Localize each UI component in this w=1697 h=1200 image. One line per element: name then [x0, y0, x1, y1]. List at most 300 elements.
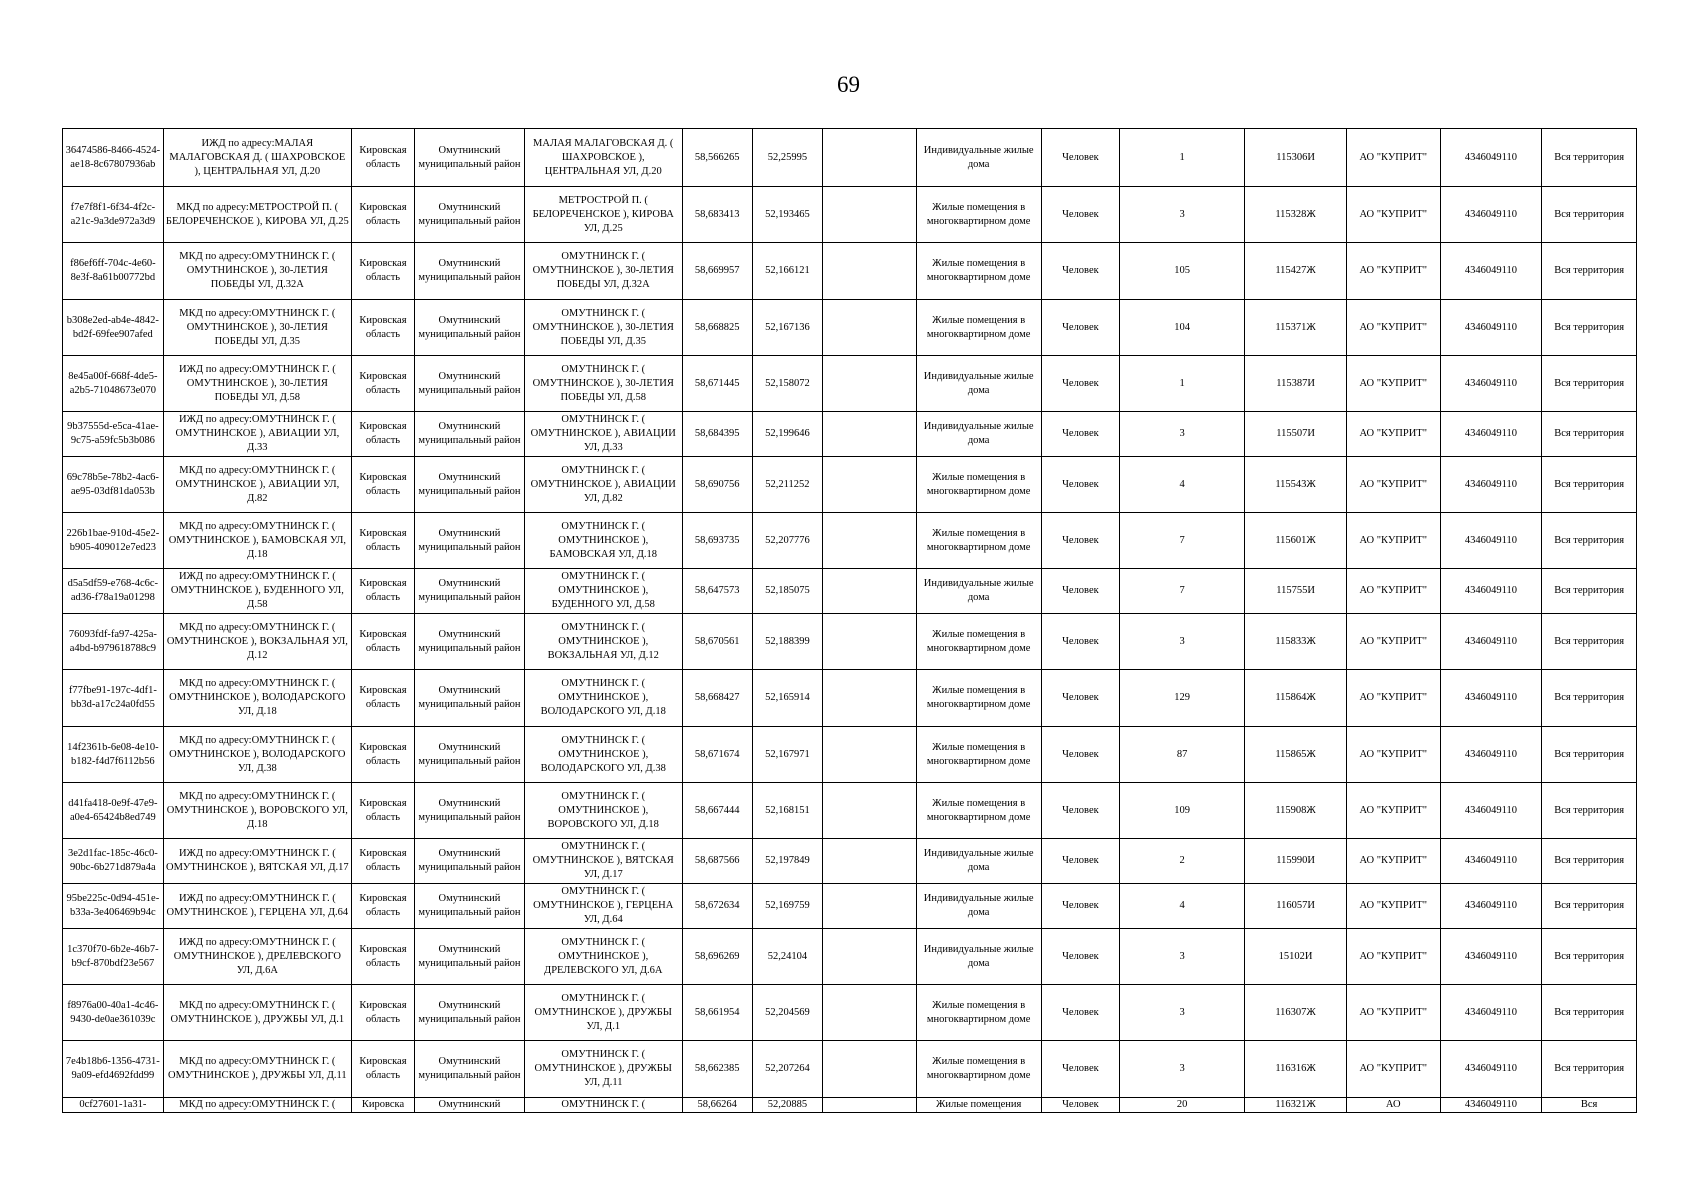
cell-inn: 4346049110 [1440, 783, 1542, 839]
cell-district: Омутнинский муниципальный район [415, 985, 525, 1041]
cell-id: d41fa418-0e9f-47e9-a0e4-65424b8ed749 [63, 783, 164, 839]
cell-region: Кировская область [351, 929, 414, 985]
cell-district: Омутнинский муниципальный район [415, 513, 525, 569]
cell-name: МКД по адресу:ОМУТНИНСК Г. ( ОМУТНИНСКОЕ ), АВИАЦИИ УЛ, Д.82 [163, 457, 351, 513]
cell-district: Омутнинский муниципальный район [415, 187, 525, 243]
cell-name: МКД по адресу:ОМУТНИНСК Г. ( [163, 1098, 351, 1113]
cell-count: 104 [1120, 300, 1245, 356]
cell-inn: 4346049110 [1440, 243, 1542, 300]
cell-lat: 58,687566 [682, 839, 752, 884]
cell-name: ИЖД по адресу:ОМУТНИНСК Г. ( ОМУТНИНСКОЕ ), БУДЕННОГО УЛ, Д.58 [163, 569, 351, 614]
cell-inn: 4346049110 [1440, 300, 1542, 356]
cell-territory: Вся территория [1542, 1041, 1637, 1098]
cell-name: МКД по адресу:ОМУТНИНСК Г. ( ОМУТНИНСКОЕ ), 30-ЛЕТИЯ ПОБЕДЫ УЛ, Д.32А [163, 243, 351, 300]
cell-unit: Человек [1041, 457, 1119, 513]
cell-code: 115755И [1245, 569, 1347, 614]
cell-region: Кировская область [351, 839, 414, 884]
cell-id: f8976a00-40a1-4c46-9430-de0ae361039c [63, 985, 164, 1041]
cell-region: Кировская область [351, 569, 414, 614]
table-row [63, 187, 1637, 243]
cell-lat: 58,662385 [682, 1041, 752, 1098]
cell-empty [823, 839, 917, 884]
cell-name: МКД по адресу:ОМУТНИНСК Г. ( ОМУТНИНСКОЕ ), ВОКЗАЛЬНАЯ УЛ, Д.12 [163, 614, 351, 670]
cell-district: Омутнинский муниципальный район [415, 614, 525, 670]
cell-code: 115427Ж [1245, 243, 1347, 300]
cell-territory: Вся территория [1542, 929, 1637, 985]
cell-type: Жилые помещения [916, 1098, 1041, 1113]
cell-id: f7e7f8f1-6f34-4f2c-a21c-9a3de972a3d9 [63, 187, 164, 243]
cell-district: Омутнинский муниципальный район [415, 1041, 525, 1098]
cell-inn: 4346049110 [1440, 670, 1542, 727]
cell-empty [823, 727, 917, 783]
cell-lat: 58,66264 [682, 1098, 752, 1113]
cell-address: ОМУТНИНСК Г. ( ОМУТНИНСКОЕ ), АВИАЦИИ УЛ, Д.33 [524, 412, 682, 457]
cell-org: АО "КУПРИТ" [1346, 1041, 1440, 1098]
cell-district: Омутнинский муниципальный район [415, 243, 525, 300]
cell-district: Омутнинский муниципальный район [415, 356, 525, 412]
cell-empty [823, 129, 917, 187]
cell-lon: 52,199646 [752, 412, 822, 457]
cell-district: Омутнинский муниципальный район [415, 412, 525, 457]
cell-type: Жилые помещения в многоквартирном доме [916, 727, 1041, 783]
cell-code: 115507И [1245, 412, 1347, 457]
cell-region: Кировская область [351, 457, 414, 513]
cell-type: Индивидуальные жилые дома [916, 839, 1041, 884]
table-row [63, 670, 1637, 727]
cell-region: Кировская область [351, 727, 414, 783]
cell-district: Омутнинский муниципальный район [415, 129, 525, 187]
cell-region: Кировская область [351, 670, 414, 727]
cell-id: 226b1bae-910d-45e2-b905-409012e7ed23 [63, 513, 164, 569]
cell-address: ОМУТНИНСК Г. ( ОМУТНИНСКОЕ ), БУДЕННОГО УЛ, Д.58 [524, 569, 682, 614]
cell-type: Жилые помещения в многоквартирном доме [916, 243, 1041, 300]
cell-territory: Вся территория [1542, 243, 1637, 300]
cell-lat: 58,672634 [682, 884, 752, 929]
cell-lat: 58,696269 [682, 929, 752, 985]
cell-name: ИЖД по адресу:ОМУТНИНСК Г. ( ОМУТНИНСКОЕ ), ГЕРЦЕНА УЛ, Д.64 [163, 884, 351, 929]
cell-lat: 58,668825 [682, 300, 752, 356]
table-row [63, 1098, 1637, 1113]
cell-code: 116057И [1245, 884, 1347, 929]
cell-address: ОМУТНИНСК Г. ( ОМУТНИНСКОЕ ), ВОКЗАЛЬНАЯ УЛ, Д.12 [524, 614, 682, 670]
cell-region: Кировская область [351, 985, 414, 1041]
cell-lat: 58,684395 [682, 412, 752, 457]
cell-code: 115371Ж [1245, 300, 1347, 356]
cell-inn: 4346049110 [1440, 412, 1542, 457]
cell-count: 7 [1120, 513, 1245, 569]
cell-address: ОМУТНИНСК Г. ( ОМУТНИНСКОЕ ), ГЕРЦЕНА УЛ, Д.64 [524, 884, 682, 929]
cell-code: 15102И [1245, 929, 1347, 985]
cell-lat: 58,566265 [682, 129, 752, 187]
cell-type: Жилые помещения в многоквартирном доме [916, 985, 1041, 1041]
cell-empty [823, 1041, 917, 1098]
cell-name: ИЖД по адресу:ОМУТНИНСК Г. ( ОМУТНИНСКОЕ ), ВЯТСКАЯ УЛ, Д.17 [163, 839, 351, 884]
cell-count: 1 [1120, 129, 1245, 187]
cell-org: АО "КУПРИТ" [1346, 985, 1440, 1041]
cell-empty [823, 243, 917, 300]
cell-empty [823, 356, 917, 412]
cell-territory: Вся территория [1542, 356, 1637, 412]
cell-unit: Человек [1041, 614, 1119, 670]
cell-address: ОМУТНИНСК Г. ( ОМУТНИНСКОЕ ), ВОРОВСКОГО УЛ, Д.18 [524, 783, 682, 839]
cell-inn: 4346049110 [1440, 1098, 1542, 1113]
cell-empty [823, 1098, 917, 1113]
cell-empty [823, 783, 917, 839]
cell-empty [823, 929, 917, 985]
cell-org: АО "КУПРИТ" [1346, 884, 1440, 929]
cell-org: АО "КУПРИТ" [1346, 187, 1440, 243]
cell-address: ОМУТНИНСК Г. ( ОМУТНИНСКОЕ ), ДРУЖБЫ УЛ, Д.1 [524, 985, 682, 1041]
cell-address: ОМУТНИНСК Г. ( ОМУТНИНСКОЕ ), ВОЛОДАРСКОГО УЛ, Д.18 [524, 670, 682, 727]
cell-name: ИЖД по адресу:ОМУТНИНСК Г. ( ОМУТНИНСКОЕ ), 30-ЛЕТИЯ ПОБЕДЫ УЛ, Д.58 [163, 356, 351, 412]
cell-type: Индивидуальные жилые дома [916, 356, 1041, 412]
cell-region: Кировска [351, 1098, 414, 1113]
cell-type: Жилые помещения в многоквартирном доме [916, 457, 1041, 513]
cell-count: 2 [1120, 839, 1245, 884]
cell-lon: 52,25995 [752, 129, 822, 187]
page-number: 69 [837, 72, 860, 97]
cell-address: МЕТРОСТРОЙ П. ( БЕЛОРЕЧЕНСКОЕ ), КИРОВА УЛ, Д.25 [524, 187, 682, 243]
cell-code: 115833Ж [1245, 614, 1347, 670]
cell-lat: 58,647573 [682, 569, 752, 614]
registry-table [62, 128, 1637, 1113]
cell-territory: Вся территория [1542, 187, 1637, 243]
cell-unit: Человек [1041, 884, 1119, 929]
cell-id: d5a5df59-e768-4c6c-ad36-f78a19a01298 [63, 569, 164, 614]
cell-id: 0cf27601-1a31- [63, 1098, 164, 1113]
cell-empty [823, 670, 917, 727]
cell-name: ИЖД по адресу:МАЛАЯ МАЛАГОВСКАЯ Д. ( ШАХРОВСКОЕ ), ЦЕНТРАЛЬНАЯ УЛ, Д.20 [163, 129, 351, 187]
cell-count: 3 [1120, 985, 1245, 1041]
cell-territory: Вся территория [1542, 783, 1637, 839]
cell-code: 115306И [1245, 129, 1347, 187]
cell-type: Индивидуальные жилые дома [916, 569, 1041, 614]
cell-region: Кировская область [351, 187, 414, 243]
cell-name: МКД по адресу:МЕТРОСТРОЙ П. ( БЕЛОРЕЧЕНСКОЕ ), КИРОВА УЛ, Д.25 [163, 187, 351, 243]
cell-org: АО "КУПРИТ" [1346, 670, 1440, 727]
cell-name: МКД по адресу:ОМУТНИНСК Г. ( ОМУТНИНСКОЕ ), ВОРОВСКОГО УЛ, Д.18 [163, 783, 351, 839]
cell-lat: 58,671445 [682, 356, 752, 412]
cell-unit: Человек [1041, 1098, 1119, 1113]
cell-territory: Вся [1542, 1098, 1637, 1113]
cell-lat: 58,670561 [682, 614, 752, 670]
table-row [63, 614, 1637, 670]
cell-id: 3e2d1fac-185c-46c0-90bc-6b271d879a4a [63, 839, 164, 884]
cell-district: Омутнинский муниципальный район [415, 929, 525, 985]
table-row [63, 783, 1637, 839]
cell-empty [823, 614, 917, 670]
cell-district: Омутнинский муниципальный район [415, 457, 525, 513]
cell-inn: 4346049110 [1440, 129, 1542, 187]
cell-count: 129 [1120, 670, 1245, 727]
cell-name: МКД по адресу:ОМУТНИНСК Г. ( ОМУТНИНСКОЕ ), ДРУЖБЫ УЛ, Д.1 [163, 985, 351, 1041]
cell-lon: 52,169759 [752, 884, 822, 929]
cell-address: МАЛАЯ МАЛАГОВСКАЯ Д. ( ШАХРОВСКОЕ ), ЦЕНТРАЛЬНАЯ УЛ, Д.20 [524, 129, 682, 187]
cell-org: АО "КУПРИТ" [1346, 727, 1440, 783]
cell-count: 1 [1120, 356, 1245, 412]
cell-region: Кировская область [351, 300, 414, 356]
cell-org: АО "КУПРИТ" [1346, 513, 1440, 569]
cell-lon: 52,211252 [752, 457, 822, 513]
cell-district: Омутнинский [415, 1098, 525, 1113]
cell-lon: 52,207776 [752, 513, 822, 569]
cell-inn: 4346049110 [1440, 187, 1542, 243]
cell-count: 4 [1120, 884, 1245, 929]
cell-territory: Вся территория [1542, 412, 1637, 457]
cell-territory: Вся территория [1542, 670, 1637, 727]
cell-district: Омутнинский муниципальный район [415, 300, 525, 356]
cell-code: 115328Ж [1245, 187, 1347, 243]
table-row [63, 412, 1637, 457]
cell-empty [823, 457, 917, 513]
cell-lat: 58,667444 [682, 783, 752, 839]
cell-inn: 4346049110 [1440, 839, 1542, 884]
cell-org: АО "КУПРИТ" [1346, 412, 1440, 457]
cell-inn: 4346049110 [1440, 356, 1542, 412]
cell-region: Кировская область [351, 513, 414, 569]
cell-territory: Вся территория [1542, 457, 1637, 513]
cell-unit: Человек [1041, 129, 1119, 187]
cell-district: Омутнинский муниципальный район [415, 884, 525, 929]
cell-territory: Вся территория [1542, 727, 1637, 783]
cell-address: ОМУТНИНСК Г. ( ОМУТНИНСКОЕ ), 30-ЛЕТИЯ ПОБЕДЫ УЛ, Д.58 [524, 356, 682, 412]
cell-id: 69c78b5e-78b2-4ac6-ae95-03df81da053b [63, 457, 164, 513]
cell-lon: 52,207264 [752, 1041, 822, 1098]
cell-address: ОМУТНИНСК Г. ( [524, 1098, 682, 1113]
table-row [63, 884, 1637, 929]
cell-unit: Человек [1041, 412, 1119, 457]
cell-region: Кировская область [351, 356, 414, 412]
cell-count: 3 [1120, 1041, 1245, 1098]
cell-org: АО "КУПРИТ" [1346, 356, 1440, 412]
cell-unit: Человек [1041, 783, 1119, 839]
cell-lat: 58,671674 [682, 727, 752, 783]
cell-territory: Вся территория [1542, 985, 1637, 1041]
cell-type: Индивидуальные жилые дома [916, 884, 1041, 929]
cell-name: ИЖД по адресу:ОМУТНИНСК Г. ( ОМУТНИНСКОЕ ), АВИАЦИИ УЛ, Д.33 [163, 412, 351, 457]
cell-address: ОМУТНИНСК Г. ( ОМУТНИНСКОЕ ), ДРУЖБЫ УЛ, Д.11 [524, 1041, 682, 1098]
cell-lon: 52,188399 [752, 614, 822, 670]
cell-type: Жилые помещения в многоквартирном доме [916, 513, 1041, 569]
cell-lon: 52,166121 [752, 243, 822, 300]
cell-org: АО "КУПРИТ" [1346, 129, 1440, 187]
cell-org: АО "КУПРИТ" [1346, 457, 1440, 513]
cell-org: АО "КУПРИТ" [1346, 929, 1440, 985]
cell-org: АО "КУПРИТ" [1346, 300, 1440, 356]
cell-type: Жилые помещения в многоквартирном доме [916, 783, 1041, 839]
cell-type: Жилые помещения в многоквартирном доме [916, 670, 1041, 727]
cell-address: ОМУТНИНСК Г. ( ОМУТНИНСКОЕ ), БАМОВСКАЯ УЛ, Д.18 [524, 513, 682, 569]
cell-id: f86ef6ff-704c-4e60-8e3f-8a61b00772bd [63, 243, 164, 300]
cell-type: Индивидуальные жилые дома [916, 412, 1041, 457]
cell-lon: 52,167971 [752, 727, 822, 783]
cell-type: Жилые помещения в многоквартирном доме [916, 187, 1041, 243]
table-row [63, 129, 1637, 187]
cell-code: 115543Ж [1245, 457, 1347, 513]
cell-region: Кировская область [351, 783, 414, 839]
cell-name: МКД по адресу:ОМУТНИНСК Г. ( ОМУТНИНСКОЕ ), ВОЛОДАРСКОГО УЛ, Д.18 [163, 670, 351, 727]
cell-empty [823, 187, 917, 243]
table-row [63, 356, 1637, 412]
cell-inn: 4346049110 [1440, 457, 1542, 513]
table-row [63, 985, 1637, 1041]
cell-name: ИЖД по адресу:ОМУТНИНСК Г. ( ОМУТНИНСКОЕ ), ДРЕЛЕВСКОГО УЛ, Д.6А [163, 929, 351, 985]
cell-unit: Человек [1041, 1041, 1119, 1098]
cell-org: АО "КУПРИТ" [1346, 243, 1440, 300]
cell-district: Омутнинский муниципальный район [415, 839, 525, 884]
cell-id: 1c370f70-6b2e-46b7-b9cf-870bdf23e567 [63, 929, 164, 985]
cell-code: 115908Ж [1245, 783, 1347, 839]
cell-region: Кировская область [351, 884, 414, 929]
table-row [63, 513, 1637, 569]
cell-unit: Человек [1041, 727, 1119, 783]
cell-territory: Вся территория [1542, 839, 1637, 884]
cell-count: 3 [1120, 412, 1245, 457]
cell-territory: Вся территория [1542, 614, 1637, 670]
cell-id: 14f2361b-6e08-4e10-b182-f4d7f6112b56 [63, 727, 164, 783]
cell-empty [823, 884, 917, 929]
cell-address: ОМУТНИНСК Г. ( ОМУТНИНСКОЕ ), ВОЛОДАРСКОГО УЛ, Д.38 [524, 727, 682, 783]
cell-id: 36474586-8466-4524-ae18-8c67807936ab [63, 129, 164, 187]
table-row [63, 569, 1637, 614]
cell-region: Кировская область [351, 614, 414, 670]
cell-name: МКД по адресу:ОМУТНИНСК Г. ( ОМУТНИНСКОЕ ), 30-ЛЕТИЯ ПОБЕДЫ УЛ, Д.35 [163, 300, 351, 356]
cell-id: 8e45a00f-668f-4de5-a2b5-71048673e070 [63, 356, 164, 412]
cell-lon: 52,193465 [752, 187, 822, 243]
cell-district: Омутнинский муниципальный район [415, 783, 525, 839]
cell-id: f77fbe91-197c-4df1-bb3d-a17c24a0fd55 [63, 670, 164, 727]
cell-count: 3 [1120, 929, 1245, 985]
cell-org: АО [1346, 1098, 1440, 1113]
cell-address: ОМУТНИНСК Г. ( ОМУТНИНСКОЕ ), ВЯТСКАЯ УЛ, Д.17 [524, 839, 682, 884]
cell-lon: 52,185075 [752, 569, 822, 614]
cell-type: Жилые помещения в многоквартирном доме [916, 300, 1041, 356]
cell-address: ОМУТНИНСК Г. ( ОМУТНИНСКОЕ ), 30-ЛЕТИЯ ПОБЕДЫ УЛ, Д.32А [524, 243, 682, 300]
cell-code: 115864Ж [1245, 670, 1347, 727]
cell-type: Индивидуальные жилые дома [916, 929, 1041, 985]
cell-count: 109 [1120, 783, 1245, 839]
cell-unit: Человек [1041, 300, 1119, 356]
cell-lon: 52,24104 [752, 929, 822, 985]
cell-region: Кировская область [351, 243, 414, 300]
cell-inn: 4346049110 [1440, 513, 1542, 569]
cell-lon: 52,165914 [752, 670, 822, 727]
table-row [63, 300, 1637, 356]
cell-count: 7 [1120, 569, 1245, 614]
cell-id: 7e4b18b6-1356-4731-9a09-efd4692fdd99 [63, 1041, 164, 1098]
cell-address: ОМУТНИНСК Г. ( ОМУТНИНСКОЕ ), 30-ЛЕТИЯ ПОБЕДЫ УЛ, Д.35 [524, 300, 682, 356]
cell-empty [823, 569, 917, 614]
cell-inn: 4346049110 [1440, 929, 1542, 985]
cell-unit: Человек [1041, 985, 1119, 1041]
cell-lon: 52,197849 [752, 839, 822, 884]
cell-code: 115990И [1245, 839, 1347, 884]
cell-address: ОМУТНИНСК Г. ( ОМУТНИНСКОЕ ), АВИАЦИИ УЛ, Д.82 [524, 457, 682, 513]
cell-empty [823, 513, 917, 569]
cell-territory: Вся территория [1542, 129, 1637, 187]
cell-id: 95be225c-0d94-451e-b33a-3e406469b94c [63, 884, 164, 929]
cell-type: Жилые помещения в многоквартирном доме [916, 1041, 1041, 1098]
cell-id: 76093fdf-fa97-425a-a4bd-b979618788c9 [63, 614, 164, 670]
cell-lat: 58,683413 [682, 187, 752, 243]
table-row [63, 929, 1637, 985]
cell-name: МКД по адресу:ОМУТНИНСК Г. ( ОМУТНИНСКОЕ ), БАМОВСКАЯ УЛ, Д.18 [163, 513, 351, 569]
cell-id: b308e2ed-ab4e-4842-bd2f-69fee907afed [63, 300, 164, 356]
table-row [63, 1041, 1637, 1098]
cell-lon: 52,158072 [752, 356, 822, 412]
cell-lon: 52,20885 [752, 1098, 822, 1113]
cell-region: Кировская область [351, 412, 414, 457]
cell-unit: Человек [1041, 513, 1119, 569]
cell-empty [823, 412, 917, 457]
cell-region: Кировская область [351, 129, 414, 187]
cell-lat: 58,661954 [682, 985, 752, 1041]
cell-lat: 58,690756 [682, 457, 752, 513]
table-row [63, 839, 1637, 884]
cell-org: АО "КУПРИТ" [1346, 839, 1440, 884]
cell-count: 4 [1120, 457, 1245, 513]
cell-territory: Вся территория [1542, 513, 1637, 569]
cell-type: Жилые помещения в многоквартирном доме [916, 614, 1041, 670]
cell-count: 87 [1120, 727, 1245, 783]
cell-code: 116321Ж [1245, 1098, 1347, 1113]
cell-lon: 52,204569 [752, 985, 822, 1041]
cell-org: АО "КУПРИТ" [1346, 569, 1440, 614]
table-row [63, 457, 1637, 513]
cell-territory: Вся территория [1542, 569, 1637, 614]
cell-name: МКД по адресу:ОМУТНИНСК Г. ( ОМУТНИНСКОЕ ), ДРУЖБЫ УЛ, Д.11 [163, 1041, 351, 1098]
cell-district: Омутнинский муниципальный район [415, 670, 525, 727]
cell-inn: 4346049110 [1440, 614, 1542, 670]
cell-inn: 4346049110 [1440, 569, 1542, 614]
cell-territory: Вся территория [1542, 884, 1637, 929]
cell-code: 115387И [1245, 356, 1347, 412]
cell-district: Омутнинский муниципальный район [415, 569, 525, 614]
cell-address: ОМУТНИНСК Г. ( ОМУТНИНСКОЕ ), ДРЕЛЕВСКОГО УЛ, Д.6А [524, 929, 682, 985]
cell-org: АО "КУПРИТ" [1346, 614, 1440, 670]
cell-count: 3 [1120, 614, 1245, 670]
cell-count: 105 [1120, 243, 1245, 300]
cell-type: Индивидуальные жилые дома [916, 129, 1041, 187]
cell-lon: 52,168151 [752, 783, 822, 839]
cell-unit: Человек [1041, 243, 1119, 300]
cell-lon: 52,167136 [752, 300, 822, 356]
cell-org: АО "КУПРИТ" [1346, 783, 1440, 839]
cell-lat: 58,669957 [682, 243, 752, 300]
table-row [63, 243, 1637, 300]
cell-empty [823, 300, 917, 356]
cell-unit: Человек [1041, 569, 1119, 614]
cell-inn: 4346049110 [1440, 727, 1542, 783]
registry-body [63, 129, 1637, 1113]
cell-code: 115601Ж [1245, 513, 1347, 569]
cell-inn: 4346049110 [1440, 884, 1542, 929]
cell-district: Омутнинский муниципальный район [415, 727, 525, 783]
cell-unit: Человек [1041, 187, 1119, 243]
cell-unit: Человек [1041, 839, 1119, 884]
cell-unit: Человек [1041, 356, 1119, 412]
cell-unit: Человек [1041, 670, 1119, 727]
cell-count: 3 [1120, 187, 1245, 243]
cell-territory: Вся территория [1542, 300, 1637, 356]
cell-code: 116307Ж [1245, 985, 1347, 1041]
cell-name: МКД по адресу:ОМУТНИНСК Г. ( ОМУТНИНСКОЕ ), ВОЛОДАРСКОГО УЛ, Д.38 [163, 727, 351, 783]
cell-inn: 4346049110 [1440, 985, 1542, 1041]
cell-inn: 4346049110 [1440, 1041, 1542, 1098]
cell-count: 20 [1120, 1098, 1245, 1113]
cell-lat: 58,668427 [682, 670, 752, 727]
cell-lat: 58,693735 [682, 513, 752, 569]
